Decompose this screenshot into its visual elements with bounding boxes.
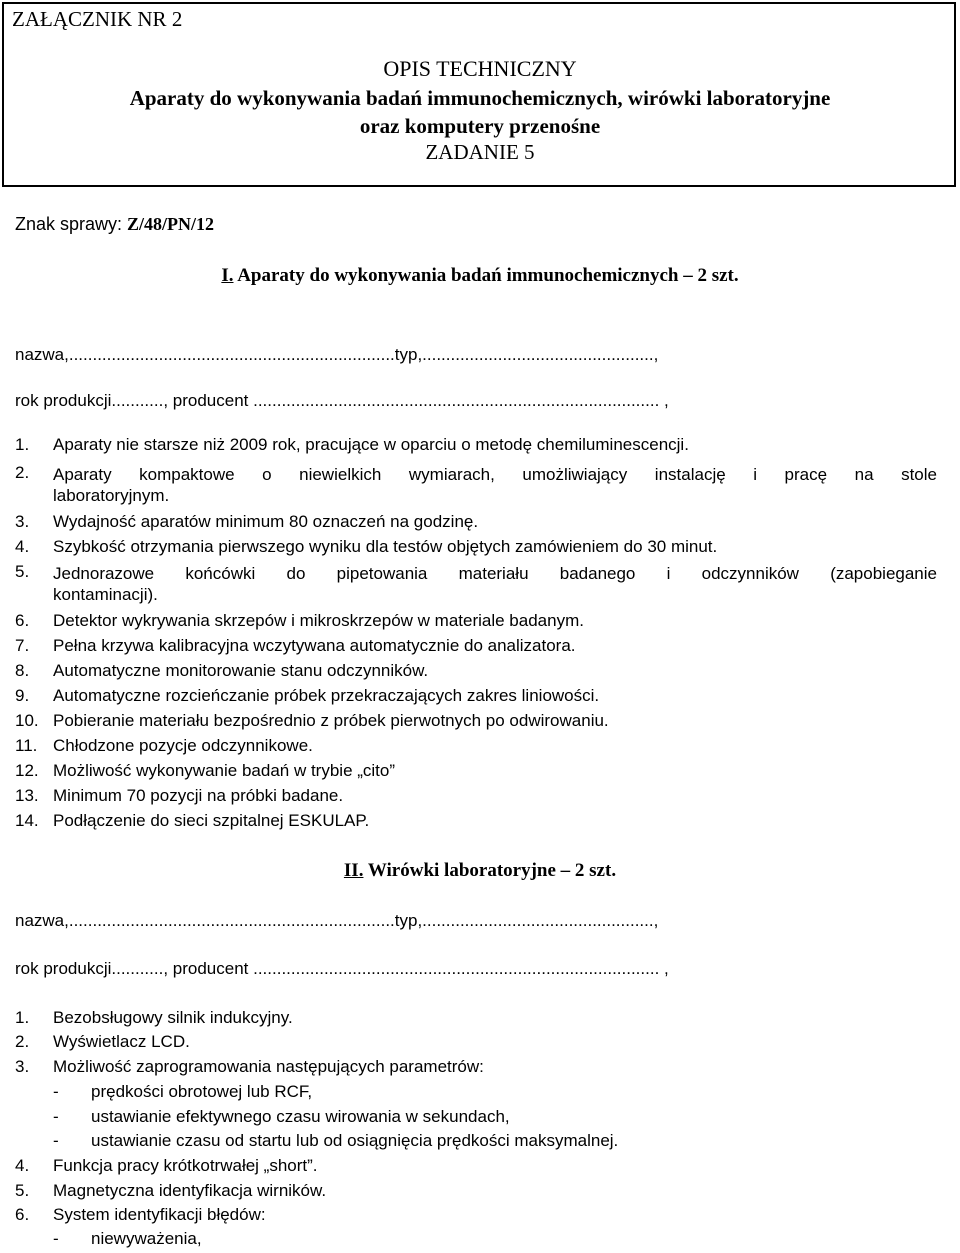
list-item-text: Aparaty kompaktowe o niewielkich wymiarach, umożliwiający instalację i pracę na stole [53,465,937,484]
sub-list-item-text: ustawianie czasu od startu lub od osiągnięcia prędkości maksymalnej. [91,1131,619,1150]
list-item-number: 5. [15,1181,30,1200]
list-item-text: Wydajność aparatów minimum 80 oznaczeń na godzinę. [53,512,479,531]
section-2-name-line: nazwa,.....................................................................typ,................................................., [15,911,659,930]
sub-list-item-text: ustawianie efektywnego czasu wirowania w sekundach, [91,1107,510,1126]
list-item-text: Chłodzone pozycje odczynnikowe. [53,736,313,755]
list-item-number: 1. [15,1008,30,1027]
doc-subtitle-2: oraz komputery przenośne [359,114,601,138]
list-item-text: Automatyczne monitorowanie stanu odczynników. [53,661,429,680]
list-item-text: Szybkość otrzymania pierwszego wyniku dla testów objętych zamówieniem do 30 minut. [53,537,718,556]
list-item-number: 9. [15,686,30,705]
list-item-number: 3. [15,1057,30,1076]
list-item-text: System identyfikacji błędów: [53,1205,266,1224]
section-1-heading: Aparaty do wykonywania badań immunochemicznych – 2 szt. [233,265,739,286]
doc-subtitle-1: Aparaty do wykonywania badań immunochemicznych, wirówki laboratoryjne [129,86,831,110]
list-item-text: Pełna krzywa kalibracyjna wczytywana automatycznie do analizatora. [53,636,576,655]
list-item-text-continued: laboratoryjnym. [53,486,170,505]
list-item-number: 10. [15,711,39,730]
section-1-production-line: rok produkcji..........., producent ...................................................................................... , [15,391,669,410]
list-item-number: 8. [15,661,30,680]
section-2-number: II. [343,860,364,881]
list-item-text: Jednorazowe końcówki do pipetowania materiału badanego i odczynników (zapobieganie [53,564,937,583]
list-item-text: Podłączenie do sieci szpitalnej ESKULAP. [53,811,370,830]
list-item-number: 3. [15,512,30,531]
list-item-text: Bezobsługowy silnik indukcyjny. [53,1008,293,1027]
list-item-text: Minimum 70 pozycji na próbki badane. [53,786,344,805]
section-2-title [0,860,960,882]
list-item-text: Magnetyczna identyfikacja wirników. [53,1181,327,1200]
list-item-number: 1. [15,435,30,454]
section-2-heading: Wirówki laboratoryjne – 2 szt. [363,860,617,881]
list-item-number: 6. [15,611,30,630]
list-item-text: Detektor wykrywania skrzepów i mikroskrzepów w materiale badanym. [53,611,584,630]
dash-bullet: - [53,1131,59,1150]
list-item-number: 11. [15,736,38,755]
list-item-number: 2. [15,1032,30,1051]
list-item-text: Wyświetlacz LCD. [53,1032,190,1051]
section-1-title [0,265,960,287]
section-2-production-line: rok produkcji..........., producent ...................................................................................... , [15,959,669,978]
section-1-number: I. [221,265,234,286]
list-item-number: 4. [15,537,30,556]
list-item-text: Automatyczne rozcieńczanie próbek przekraczających zakres liniowości. [53,686,600,705]
list-item-number: 12. [15,761,39,780]
list-item-number: 7. [15,636,30,655]
case-reference-label: Znak sprawy: [15,214,128,234]
case-reference [15,214,214,235]
sub-list-item-text: niewyważenia, [91,1229,202,1248]
list-item-number: 5. [15,562,30,581]
dash-bullet: - [53,1082,59,1101]
dash-bullet: - [53,1229,59,1248]
dash-bullet: - [53,1107,59,1126]
list-item-text: Możliwość zaprogramowania następujących parametrów: [53,1057,484,1076]
list-item-text: Możliwość wykonywanie badań w trybie „cito” [53,761,396,780]
list-item-number: 6. [15,1205,30,1224]
case-reference-value: Z/48/PN/12 [127,214,215,234]
sub-list-item-text: prędkości obrotowej lub RCF, [91,1082,313,1101]
list-item-number: 13. [15,786,39,805]
list-item-text: Funkcja pracy krótkotrwałej „short”. [53,1156,318,1175]
list-item-text: Aparaty nie starsze niż 2009 rok, pracujące w oparciu o metodę chemiluminescencji. [53,435,689,454]
section-1-name-line: nazwa,.....................................................................typ,................................................., [15,345,659,364]
list-item-text: Pobieranie materiału bezpośrednio z próbek pierwotnych po odwirowaniu. [53,711,609,730]
list-item-number: 2. [15,463,30,482]
doc-title: OPIS TECHNICZNY [383,56,577,81]
list-item-number: 14. [15,811,39,830]
annex-label: ZAŁĄCZNIK NR 2 [12,7,183,31]
task-label: ZADANIE 5 [425,140,535,164]
list-item-text-continued: kontaminacji). [53,585,158,604]
list-item-number: 4. [15,1156,30,1175]
